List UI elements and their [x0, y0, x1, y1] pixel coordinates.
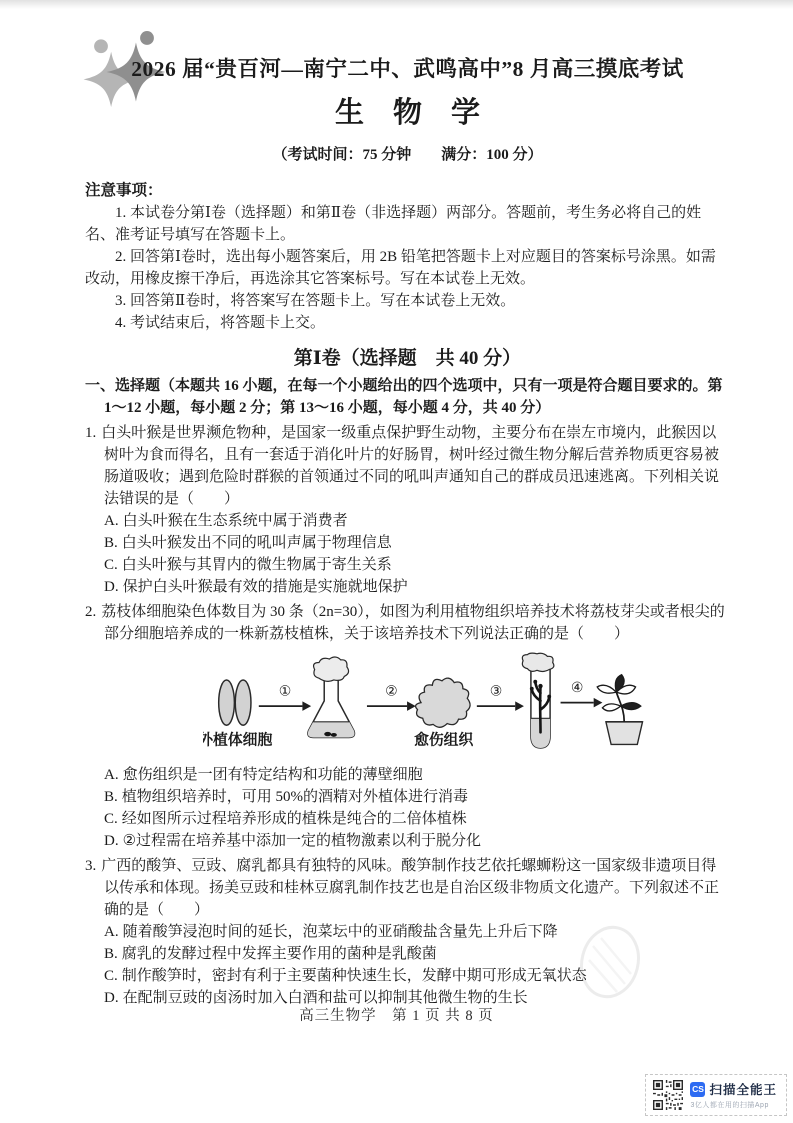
- explant-cells-icon: [219, 680, 251, 725]
- option-label: A.: [104, 513, 119, 529]
- option-c: [85, 808, 730, 830]
- section-intro: 一、选择题（本题共 16 小题，在每一个小题给出的四个选项中，只有一项是符合题目要求的。第 1～12 小题，每小题 2 分；第 13～16 小题，每小题 4 分，共 40 分）: [85, 378, 723, 416]
- question-number: 1.: [85, 425, 97, 441]
- option-label: C.: [104, 811, 118, 827]
- option-b: [85, 943, 730, 965]
- camscanner-icon: CS: [690, 1082, 705, 1097]
- option-c: [85, 554, 730, 576]
- exam-time-score-info: （考试时间：75 分钟 满分：100 分）: [272, 147, 543, 163]
- scanner-watermark-badge: [645, 1074, 787, 1116]
- option-d: [85, 576, 730, 598]
- callus-icon: [416, 678, 471, 727]
- notice-item-2: 2. 回答第Ⅰ卷时，选出每小题答案后，用 2B 铅笔把答题卡上对应题目的答案标号涂黑。如需改动，用橡皮擦干净后，再选涂其它答案标号。写在本试卷上无效。: [85, 249, 716, 287]
- option-text: 白头叶猴与其胃内的微生物属于寄生关系: [121, 557, 392, 573]
- question-block-3: [85, 855, 730, 1009]
- question-number: 3.: [85, 858, 97, 874]
- notice-item-1: 1. 本试卷分第Ⅰ卷（选择题）和第Ⅱ卷（非选择题）两部分。答题前，考生务必将自己的姓名、准考证号填写在答题卡上。: [85, 205, 702, 243]
- notice-section: [85, 180, 730, 334]
- option-b: [85, 532, 730, 554]
- question-text: 白头叶猴是世界濒危物种，是国家一级重点保护野生动物，主要分布在崇左市境内，此猴因以树叶为食而得名，且有一套适于消化叶片的好肠胃，树叶经过微生物分解后营养物质更容易被肠道吸收；遇到危险时群猴的首领通过不同的吼叫声通知自己的群成员迅速逃离。下列相关说法错误的是（ ）: [101, 425, 720, 507]
- flask-icon: [308, 657, 355, 737]
- notice-item-3: 3. 回答第Ⅱ卷时，将答案写在答题卡上。写在本试卷上无效。: [115, 293, 516, 309]
- qr-code-icon: [653, 1080, 683, 1110]
- option-label: D.: [104, 579, 119, 595]
- question-stem: [85, 601, 730, 645]
- option-text: 植物组织培养时，可用 50%的酒精对外植体进行消毒: [121, 789, 469, 805]
- notice-heading: 注意事项：: [85, 182, 163, 199]
- question-block-1: [85, 422, 730, 598]
- option-d: [85, 830, 730, 852]
- step4-arrow-icon: [561, 698, 603, 708]
- option-text: 在配制豆豉的卤汤时加入白酒和盐可以抑制其他微生物的生长: [122, 990, 528, 1006]
- step4-number: ④: [570, 681, 584, 697]
- callus-label: 愈伤组织: [414, 732, 474, 749]
- scanner-tagline: 3亿人都在用的扫描App: [690, 1102, 769, 1109]
- question-stem: [85, 422, 730, 510]
- option-c: [85, 965, 730, 987]
- step1-arrow-icon: [259, 701, 311, 711]
- option-label: D.: [104, 833, 119, 849]
- question-number: 2.: [85, 604, 97, 620]
- page-footer: 高三生物学 第 1 页 共 8 页: [299, 1008, 494, 1024]
- scanner-app-name: 扫描全能王: [709, 1083, 777, 1097]
- option-text: 白头叶猴发出不同的吼叫声属于物理信息: [121, 535, 392, 551]
- page-content: [0, 52, 793, 1009]
- notice-item-4: 4. 考试结束后，将答题卡上交。: [115, 315, 326, 331]
- scanner-badge-text: [690, 1080, 777, 1110]
- step2-arrow-icon: [367, 701, 416, 711]
- question-text: 荔枝体细胞染色体数目为 30 条（2n=30），如图为利用植物组织培养技术将荔枝芽尖或者根尖的部分细胞培养成的一株新荔枝植株，关于该培养技术下列说法正确的是（ ）: [101, 604, 725, 642]
- section-title: 第Ⅰ卷（选择题 共 40 分）: [293, 348, 522, 369]
- option-b: [85, 786, 730, 808]
- subject-title: 生 物 学: [334, 97, 480, 129]
- option-a: [85, 510, 730, 532]
- option-text: 经如图所示过程培养形成的植株是纯合的二倍体植株: [121, 811, 467, 827]
- option-text: 随着酸笋浸泡时间的延长，泡菜坛中的亚硝酸盐含量先上升后下降: [122, 924, 558, 940]
- option-label: D.: [104, 990, 119, 1006]
- step2-number: ②: [385, 684, 398, 700]
- option-text: ②过程需在培养基中添加一定的植物激素以利于脱分化: [122, 833, 482, 849]
- option-text: 白头叶猴在生态系统中属于消费者: [122, 513, 348, 529]
- option-a: [85, 921, 730, 943]
- option-text: 腐乳的发酵过程中发挥主要作用的菌种是乳酸菌: [121, 946, 437, 962]
- step1-number: ①: [278, 684, 292, 700]
- explant-label: 外植体细胞: [203, 732, 273, 749]
- option-label: B.: [104, 789, 118, 805]
- option-label: C.: [104, 968, 118, 984]
- option-label: C.: [104, 557, 118, 573]
- option-label: A.: [104, 924, 119, 940]
- question-block-2: [85, 601, 730, 852]
- test-tube-icon: [522, 653, 554, 748]
- option-label: B.: [104, 535, 118, 551]
- option-label: A.: [104, 767, 119, 783]
- step3-number: ③: [489, 684, 503, 700]
- option-a: [85, 764, 730, 786]
- question-stem: [85, 855, 730, 921]
- question-text: 广西的酸笋、豆豉、腐乳都具有独特的风味。酸笋制作技艺依托螺蛳粉这一国家级非遗项目得以传承和体现。扬美豆豉和桂林豆腐乳制作技艺也是自治区级非物质文化遗产。下列叙述不正确的是（ ）: [101, 858, 720, 918]
- tissue-culture-diagram: [203, 652, 730, 760]
- step3-arrow-icon: [477, 701, 524, 711]
- scan-edge-shadow: [0, 0, 793, 9]
- option-text: 愈伤组织是一团有特定结构和功能的薄壁细胞: [122, 767, 423, 783]
- potted-plant-icon: [597, 675, 642, 745]
- option-text: 保护白头叶猴最有效的措施是实施就地保护: [122, 579, 408, 595]
- option-label: B.: [104, 946, 118, 962]
- exam-title: 2026 届“贵百河—南宁二中、武鸣高中”8 月高三摸底考试: [131, 57, 684, 81]
- option-text: 制作酸笋时，密封有利于主要菌种快速生长，发酵中期可形成无氧状态: [121, 968, 587, 984]
